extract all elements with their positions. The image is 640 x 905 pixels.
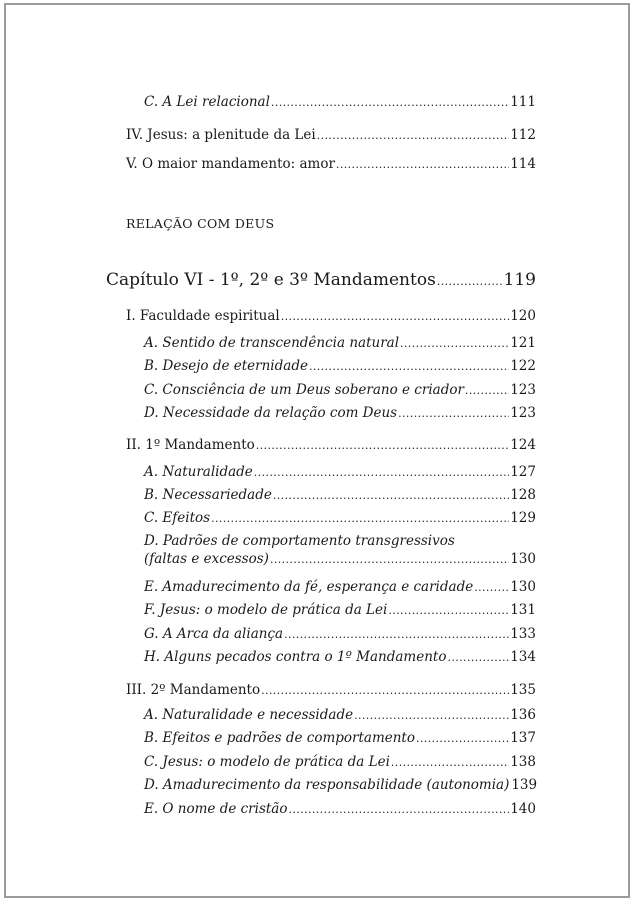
entry-title: C. A Lei relacional [144,94,270,110]
entry-page: 133 [510,626,536,642]
entry-title: E. O nome de cristão [144,801,288,817]
toc-entry[interactable] [126,681,536,700]
entry-title-line1: D. Padrões de comportamento transgressivos [144,533,455,549]
leader-dots [271,94,509,112]
entry-title: A. Naturalidade e necessidade [144,707,354,723]
toc-entry[interactable] [126,126,536,145]
entry-page: 129 [510,510,536,526]
toc-entry[interactable] [144,463,536,482]
entry-page: 120 [510,308,536,324]
entry-line2 [144,550,536,569]
entry-page: 140 [510,801,536,817]
entry-title: I. Faculdade espiritual [126,308,280,324]
toc-entry[interactable] [144,729,536,748]
toc-entry[interactable] [144,93,536,112]
leader-dots [288,801,509,819]
entry-page: 123 [510,382,536,398]
leader-dots [465,382,509,400]
entry-title: B. Necessariedade [144,487,272,503]
leader-dots [336,156,509,174]
entry-title: B. Efeitos e padrões de comportamento [144,730,415,746]
leader-dots [270,551,509,569]
toc-entry[interactable] [144,625,536,644]
leader-dots [437,271,503,293]
leader-dots [281,308,509,326]
entry-title: C. Consciência de um Deus soberano e criador [144,382,464,398]
page [4,3,630,898]
toc-entry[interactable] [144,486,536,505]
entry-page: 135 [510,682,536,698]
toc-entry-two-line[interactable] [144,532,536,569]
leader-dots [309,358,509,376]
entry-title: D. Necessidade da relação com Deus [144,405,398,421]
leader-dots [354,707,509,725]
toc-entry[interactable] [144,753,536,772]
entry-title-line2: (faltas e excessos) [144,551,269,567]
entry-title: C. Efeitos [144,510,211,526]
toc-entry[interactable] [144,800,536,819]
entry-title: B. Desejo de eternidade [144,358,308,374]
leader-dots [474,579,509,597]
entry-page: 111 [510,94,536,110]
entry-page: 123 [510,405,536,421]
toc-entry[interactable] [144,601,536,620]
entry-page: 131 [510,602,536,618]
leader-dots [256,437,509,455]
entry-title: C. Jesus: o modelo de prática da Lei [144,754,390,770]
entry-title: F. Jesus: o modelo de prática da Lei [144,602,388,618]
entry-page: 134 [510,649,536,665]
chapter-entry[interactable] [106,269,536,293]
toc-entry[interactable] [144,706,536,725]
toc-entry[interactable] [144,776,536,795]
leader-dots [400,335,509,353]
entry-page: 130 [510,579,536,595]
toc-entry[interactable] [144,578,536,597]
entry-title: G. A Arca da aliança [144,626,284,642]
leader-dots [447,649,509,667]
toc-entry[interactable] [144,404,536,423]
entry-title: II. 1º Mandamento [126,437,255,453]
leader-dots [391,754,509,772]
leader-dots [261,682,509,700]
entry-page: 139 [511,777,538,793]
entry-page: 128 [510,487,536,503]
toc-entry[interactable] [144,381,536,400]
leader-dots [273,487,509,505]
entry-page: 122 [510,358,536,374]
entry-page: 127 [510,464,536,480]
leader-dots [398,405,509,423]
entry-page: 136 [510,707,536,723]
toc-entry[interactable] [144,357,536,376]
toc-entry[interactable] [126,307,536,326]
leader-dots [254,464,509,482]
leader-dots [317,127,510,145]
toc-entry[interactable] [144,334,536,353]
entry-title: E. Amadurecimento da fé, esperança e caridade [144,579,474,595]
toc-entry[interactable] [126,436,536,455]
entry-page: 112 [510,127,536,143]
entry-title: IV. Jesus: a plenitude da Lei [126,127,316,143]
entry-page: 114 [510,156,536,172]
leader-dots [284,626,509,644]
entry-page: 124 [510,437,536,453]
entry-title: V. O maior mandamento: amor [126,156,335,172]
leader-dots [416,730,509,748]
entry-title: H. Alguns pecados contra o 1º Mandamento [144,649,447,665]
toc-entry[interactable] [144,509,536,528]
toc-entry[interactable] [126,155,536,174]
entry-title: D. Amadurecimento da responsabilidade (autonomia) [144,777,510,793]
chapter-title: Capítulo VI - 1º, 2º e 3º Mandamentos [106,270,436,290]
entry-page: 121 [510,335,536,351]
chapter-page: 119 [503,270,536,290]
section-title: RELAÇÃO COM DEUS [126,216,275,231]
entry-page: 138 [510,754,536,770]
entry-title: III. 2º Mandamento [126,682,261,698]
entry-page: 137 [510,730,536,746]
entry-title: A. Naturalidade [144,464,253,480]
entry-page: 130 [510,551,536,567]
leader-dots [388,602,509,620]
leader-dots [211,510,509,528]
toc-entry[interactable] [144,648,536,667]
entry-title: A. Sentido de transcendência natural [144,335,400,351]
